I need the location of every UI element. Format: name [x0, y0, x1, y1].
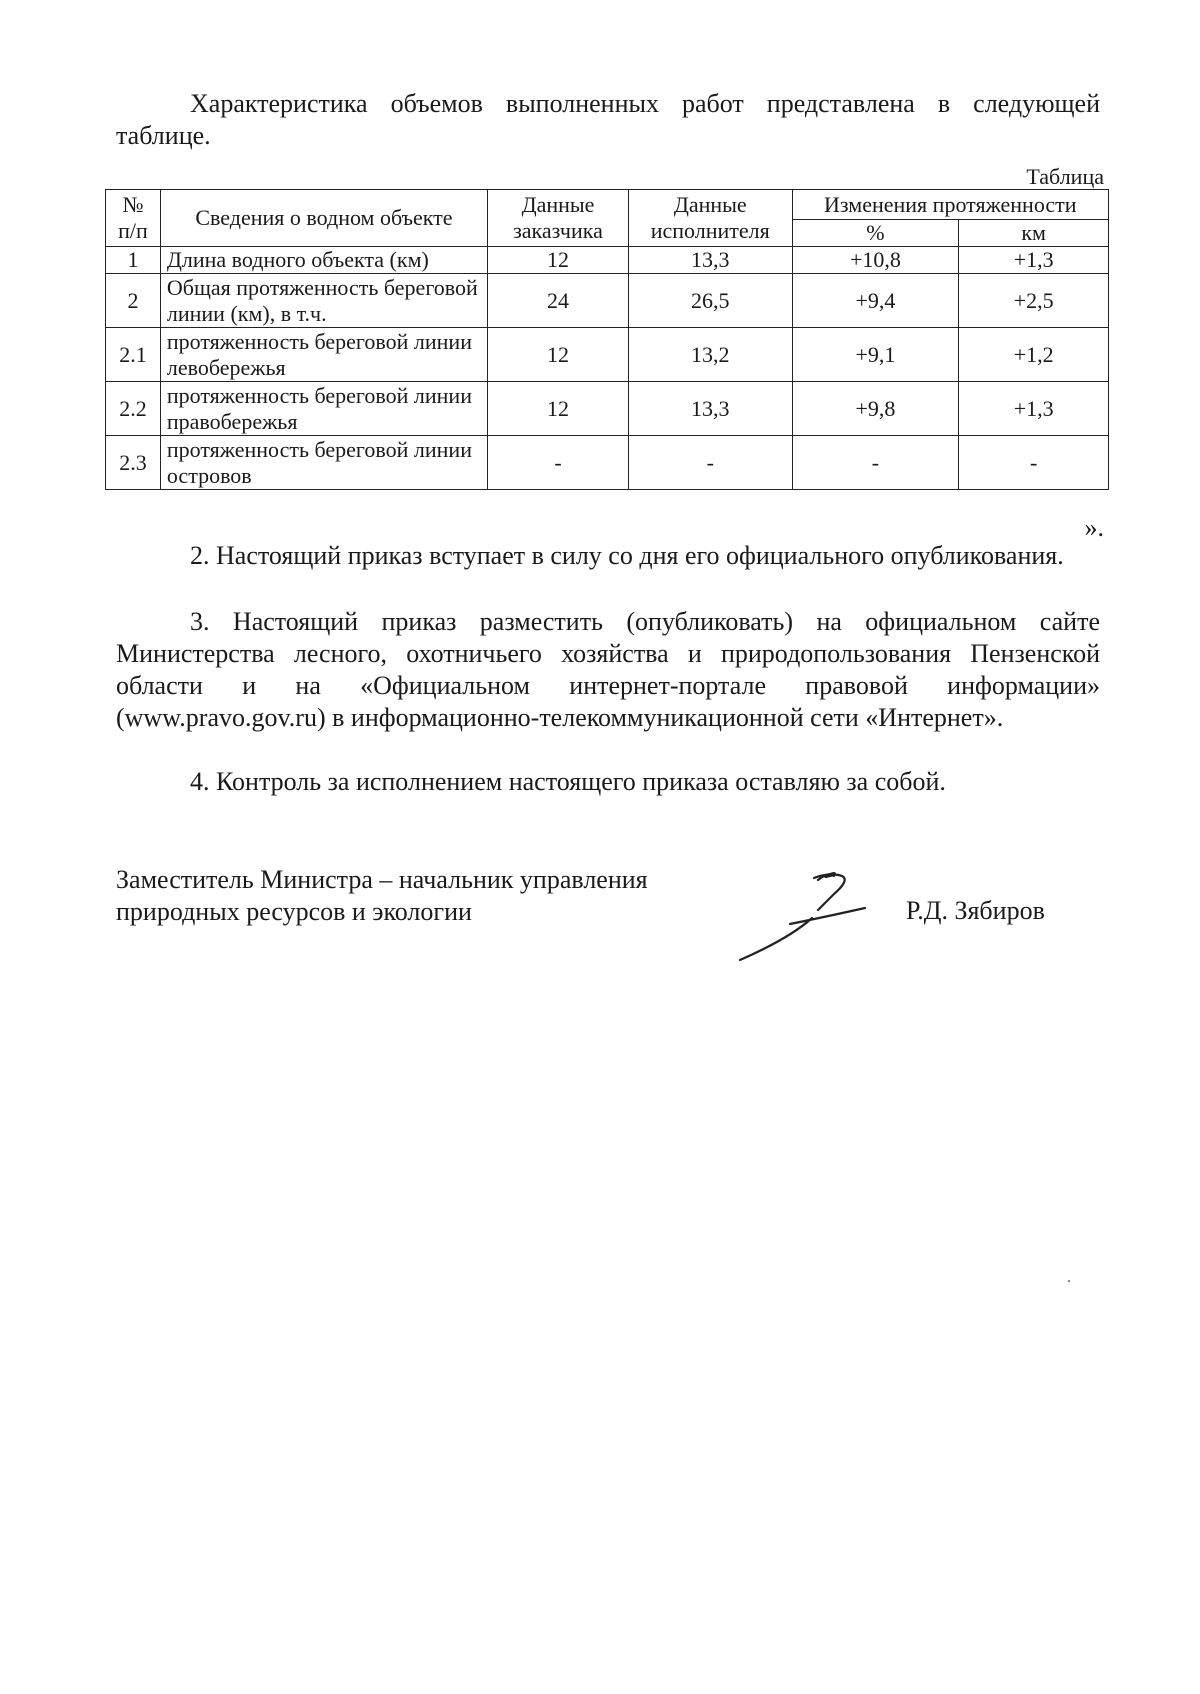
- signatory-position: [116, 864, 648, 928]
- handwritten-signature: [730, 868, 880, 968]
- cell-km: +1,3: [959, 382, 1109, 436]
- cell-object: протяженность береговой линии островов: [160, 436, 487, 490]
- cell-customer: 12: [488, 382, 629, 436]
- intro-paragraph: Характеристика объемов выполненных работ представлена в следующей таблице.: [116, 89, 1100, 150]
- table-row: [106, 328, 1109, 382]
- cell-num: 2.1: [106, 328, 161, 382]
- cell-customer: 12: [488, 328, 629, 382]
- cell-object: протяженность береговой линии левобережья: [160, 328, 487, 382]
- table-header-row: [106, 190, 1109, 220]
- cell-customer: 12: [488, 247, 629, 274]
- paragraph-2: 2. Настоящий приказ вступает в силу со дня его официального опубликования.: [190, 541, 1064, 570]
- signatory-name: Р.Д. Зябиров: [906, 896, 1045, 925]
- header-change: Изменения протяженности: [792, 190, 1108, 220]
- cell-num: 1: [106, 247, 161, 274]
- scan-artifact: [1068, 1280, 1070, 1282]
- header-object: Сведения о водном объекте: [160, 190, 487, 247]
- table-row: [106, 274, 1109, 328]
- cell-object: протяженность береговой линии правобережья: [160, 382, 487, 436]
- cell-contractor: -: [628, 436, 792, 490]
- cell-pct: +9,8: [792, 382, 959, 436]
- cell-contractor: 13,3: [628, 247, 792, 274]
- cell-pct: +9,1: [792, 328, 959, 382]
- cell-pct: +10,8: [792, 247, 959, 274]
- position-line-2: природных ресурсов и экологии: [116, 897, 472, 926]
- header-customer: Данные заказчика: [488, 190, 629, 247]
- closing-quote: ».: [1084, 513, 1104, 542]
- cell-customer: 24: [488, 274, 629, 328]
- cell-km: +1,2: [959, 328, 1109, 382]
- cell-num: 2.2: [106, 382, 161, 436]
- header-change-pct: %: [792, 220, 959, 247]
- cell-num: 2.3: [106, 436, 161, 490]
- table-row: [106, 247, 1109, 274]
- table-row: [106, 436, 1109, 490]
- cell-pct: -: [792, 436, 959, 490]
- cell-contractor: 13,2: [628, 328, 792, 382]
- position-line-1: Заместитель Министра – начальник управления: [116, 865, 648, 894]
- cell-km: +1,3: [959, 247, 1109, 274]
- header-num: № п/п: [106, 190, 161, 247]
- cell-km: +2,5: [959, 274, 1109, 328]
- header-contractor: Данные исполнителя: [628, 190, 792, 247]
- cell-customer: -: [488, 436, 629, 490]
- cell-object: Общая протяженность береговой линии (км), в т.ч.: [160, 274, 487, 328]
- cell-num: 2: [106, 274, 161, 328]
- cell-object: Длина водного объекта (км): [160, 247, 487, 274]
- cell-km: -: [959, 436, 1109, 490]
- water-object-table: [105, 189, 1109, 490]
- paragraph-3: 3. Настоящий приказ разместить (опубликовать) на официальном сайте Министерства лесного, охотничьего хозяйства и природопользования Пензенской области и на «Официальном интернет-портале правовой информации» (www.pravo.gov.ru) в информационно-телекоммуникационной сети «Интернет».: [116, 607, 1100, 732]
- table-caption: Таблица: [1026, 164, 1104, 189]
- paragraph-4: 4. Контроль за исполнением настоящего приказа оставляю за собой.: [190, 767, 946, 796]
- header-change-km: км: [959, 220, 1109, 247]
- cell-contractor: 26,5: [628, 274, 792, 328]
- cell-contractor: 13,3: [628, 382, 792, 436]
- cell-pct: +9,4: [792, 274, 959, 328]
- table-row: [106, 382, 1109, 436]
